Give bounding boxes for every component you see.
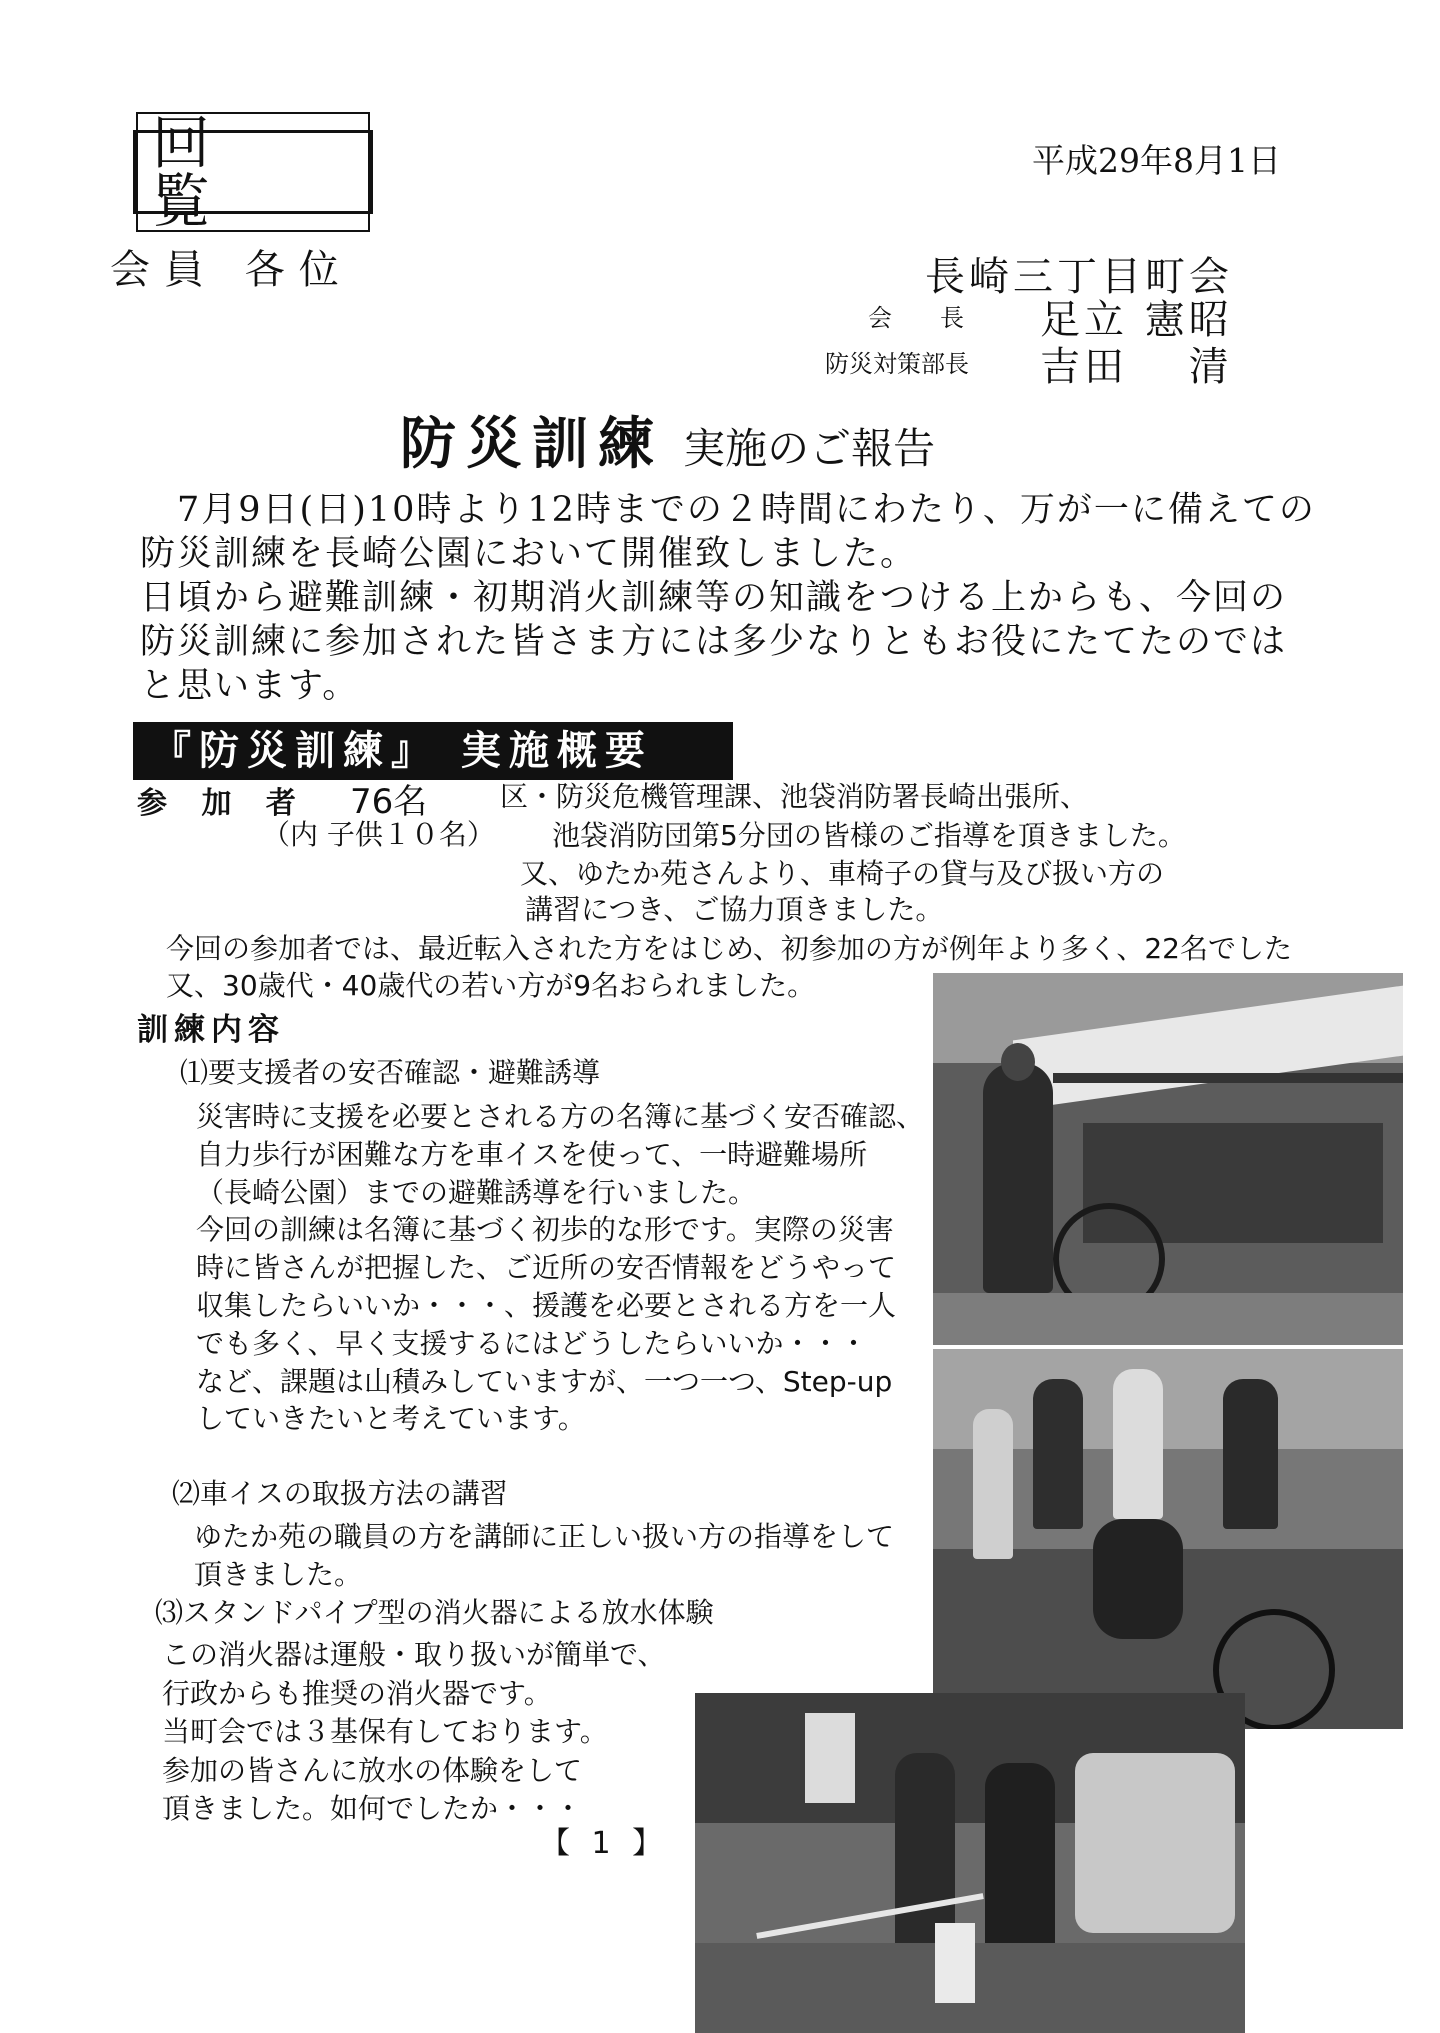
kairan-stamp	[133, 109, 373, 235]
item-line: 時に皆さんが把握した、ご近所の安否情報をどうやって	[196, 1251, 897, 1285]
item-line: 当町会では３基保有しております。	[162, 1715, 608, 1748]
item-body-3	[162, 1636, 665, 1829]
item-line: この消火器は運般・取り扱いが簡単で、	[162, 1638, 666, 1671]
participants-count: 76名	[350, 782, 428, 822]
chair-role: 会 長	[868, 304, 964, 332]
chair-name: 足立 憲昭	[1040, 297, 1233, 343]
item-line: 参加の皆さんに放水の体験をして	[162, 1753, 583, 1787]
photo-tent-wheelchair	[933, 973, 1403, 1345]
dept-role: 防災対策部長	[825, 350, 969, 378]
participants-label: 参 加 者	[137, 786, 308, 821]
guidance-line: 池袋消防団第5分団の皆様のご指導を頂きました。	[552, 819, 1186, 852]
intro-line: 防災訓練に参加された皆さま方には多少なりともお役にたてたのでは	[140, 622, 1288, 662]
org-name: 長崎三丁目町会	[925, 254, 1233, 300]
intro-paragraph	[140, 488, 1316, 708]
guidance-line: 又、ゆたか苑さんより、車椅子の貸与及び扱い方の	[520, 857, 1165, 890]
item-line: （長崎公園）までの避難誘導を行いました。	[196, 1175, 757, 1209]
intro-line: 日頃から避難訓練・初期消火訓練等の知識をつける上からも、今回の	[140, 578, 1288, 618]
item-line: でも多く、早く支援するにはどうしたらいいか・・・	[196, 1326, 868, 1360]
item-line: していきたいと考えています。	[196, 1402, 586, 1436]
item-line: 頂きました。如何でしたか・・・	[162, 1792, 583, 1825]
dept-name: 吉田 清	[1040, 344, 1233, 390]
title-sub: 実施のご報告	[683, 424, 936, 473]
section-title: 『防災訓練』 実施概要	[133, 722, 733, 780]
item-heading-3: ⑶スタンドパイプ型の消火器による放水体験	[155, 1596, 714, 1629]
photo-water-drill	[695, 1693, 1245, 2033]
item-line: 収集したらいいか・・・、援護を必要とされる方を一人	[196, 1288, 897, 1322]
children-count: （内 子供１０名）	[262, 818, 495, 851]
guidance-line: 講習につき、ご協力頂きました。	[525, 893, 944, 926]
intro-line: と思います。	[140, 666, 360, 706]
item-line: など、課題は山積みしていますが、一つ一つ、Step-up	[196, 1364, 893, 1398]
item-line: 今回の訓練は名簿に基づく初歩的な形です。実際の災害	[196, 1213, 894, 1247]
item-heading-1: ⑴要支援者の安否確認・避難誘導	[180, 1056, 601, 1089]
issue-date: 平成29年8月1日	[1032, 141, 1281, 180]
item-heading-2: ⑵車イスの取扱方法の講習	[172, 1477, 508, 1510]
title-main: 防災訓練	[400, 412, 664, 477]
item-line: 行政からも推奨の消火器です。	[162, 1676, 552, 1710]
page-number: 【 1 】	[540, 1826, 669, 1861]
notes-line: 今回の参加者では、最近転入された方をはじめ、初参加の方が例年より多く、22名でした	[166, 932, 1292, 965]
item-body-1	[196, 1098, 924, 1438]
kairan-label: 回 覧	[136, 112, 370, 232]
item-line: 自力歩行が困難な方を車イスを使って、一時避難場所	[196, 1137, 868, 1171]
item-line: 災害時に支援を必要とされる方の名簿に基づく安否確認、	[196, 1100, 925, 1133]
page-title	[400, 400, 935, 480]
addressee: 会員 各位	[110, 247, 353, 293]
photo-wheelchair-training	[933, 1349, 1403, 1729]
intro-line: 7月9日(日)10時より12時までの２時間にわたり、万が一に備えての	[140, 490, 1316, 530]
item-body-2	[194, 1518, 894, 1594]
notes-line: 又、30歳代・40歳代の若い方が9名おられました。	[166, 969, 816, 1002]
intro-line: 防災訓練を長崎公園において開催致しました。	[140, 534, 918, 574]
content-label: 訓練内容	[137, 1012, 285, 1048]
guidance-line: 区・防災危機管理課、池袋消防署長崎出張所、	[500, 780, 1089, 813]
item-line: 頂きました。	[194, 1558, 363, 1591]
item-line: ゆたか苑の職員の方を講師に正しい扱い方の指導をして	[194, 1520, 895, 1553]
